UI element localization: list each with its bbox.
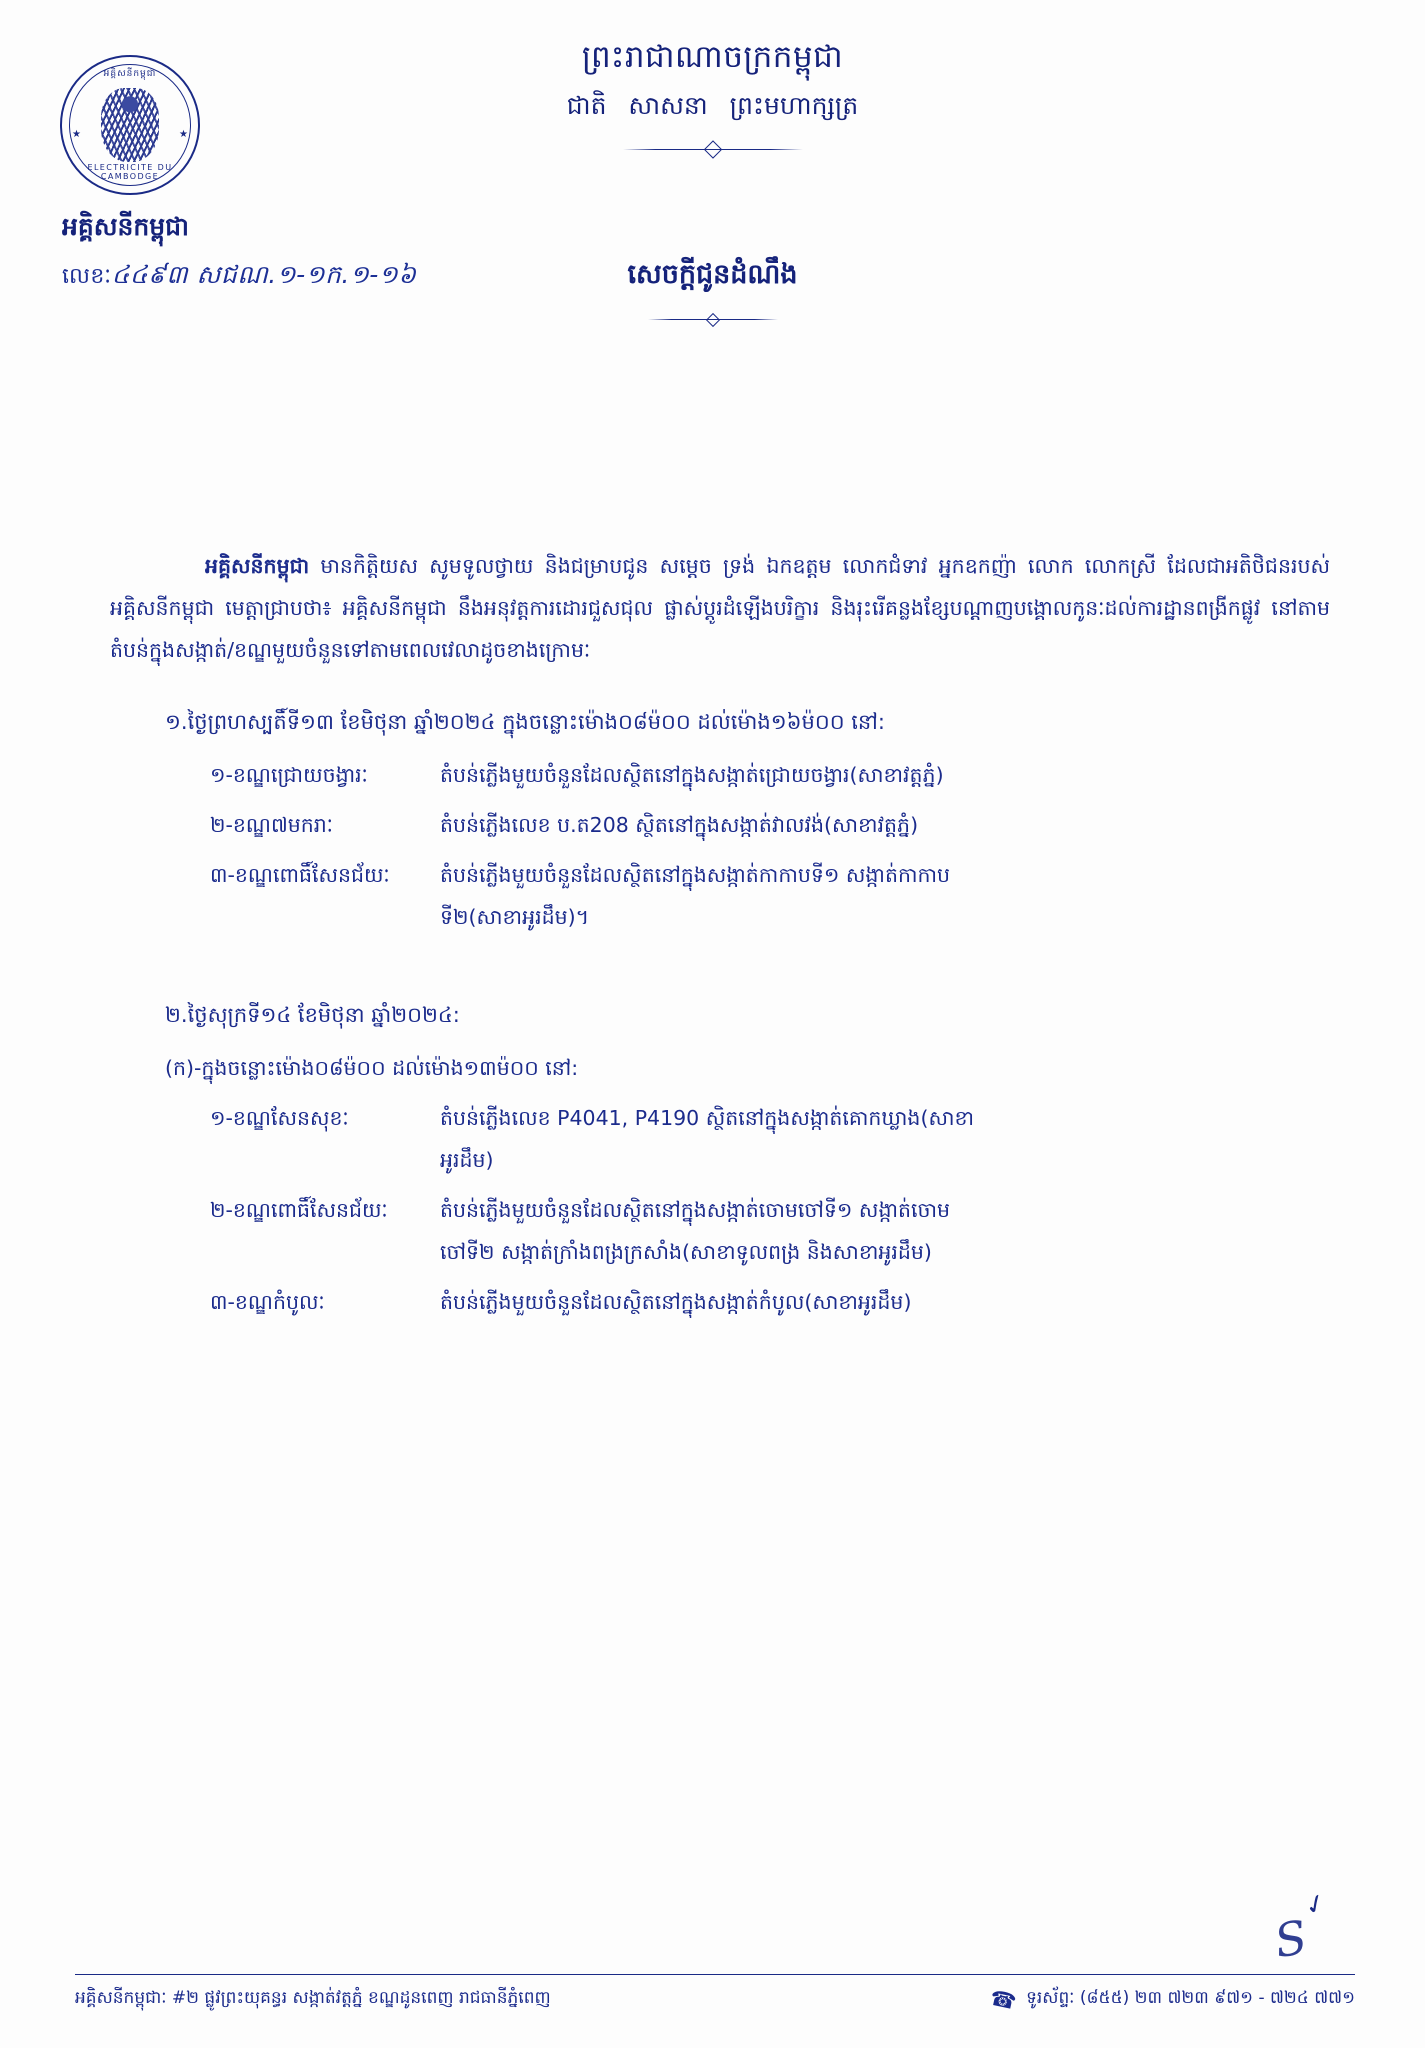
page-title [0, 258, 1425, 327]
district-detail-text: តំបន់ភ្លើងលេខ ប.ត208 ស្ថិតនៅក្នុងសង្កាត់វាលវង់(សាខាវត្តភ្នំ) [440, 813, 919, 838]
district-detail [440, 754, 1330, 796]
district-detail-text: តំបន់ភ្លើងមួយចំនួនដែលស្ថិតនៅក្នុងសង្កាត់កាកាបទី១ សង្កាត់កាកាប [440, 863, 951, 888]
list-item [110, 804, 1330, 846]
section-2-rows [110, 1097, 1330, 1323]
footer-phone-text: ទូរស័ព្ទៈ (៨៥៥) ២៣ ៧២៣ ៩៧១ - ៧២៤ ៧៧១ [1026, 1988, 1355, 2008]
organization-name: អគ្គិសនីកម្ពុជា [62, 212, 189, 241]
district-detail-cont: ចៅទី២ សង្កាត់ក្រាំងពង្រក្រសាំង(សាខាទូលពង្រ និងសាខាអូរដឹម) [440, 1240, 932, 1265]
kingdom-title: ព្រះរាជាណាចក្រកម្ពុជា [581, 39, 844, 75]
logo-top-text: អគ្គិសនីកម្ពុជា [103, 69, 157, 79]
document-footer [0, 1974, 1425, 2012]
intro-lead: អគ្គិសនីកម្ពុជា [205, 554, 310, 578]
district-detail-cont: ទី២(សាខាអូរដឹម)។ [440, 905, 590, 930]
logo-star-right-icon: ★ [179, 129, 188, 140]
list-item [110, 754, 1330, 796]
section-2-subline: (ក)-ក្នុងចន្លោះម៉ោង០៨ម៉០០ ដល់ម៉ោង១៣ម៉០០ នៅ: [165, 1056, 579, 1081]
reference-label: លេខៈ [62, 264, 112, 289]
page-title-text: សេចក្តីជូនដំណឹង [627, 259, 798, 290]
section-1-title: ១.ថ្ងៃព្រហស្បតិ៍ទី១៣ ខែមិថុនា ឆ្នាំ២០២៤ ក្នុងចន្លោះម៉ោង០៨ម៉០០ ដល់ម៉ោង១៦ម៉០០ នៅ: [165, 710, 885, 735]
document-body [0, 545, 1425, 1331]
document-header [0, 0, 1425, 330]
flourish-divider-title [648, 311, 778, 327]
district-label: ១-ខណ្ឌសែនសុខៈ [210, 1106, 349, 1131]
section-1-rows [110, 754, 1330, 938]
section-spacer [110, 946, 1330, 964]
section-1 [110, 701, 1330, 938]
list-item [110, 1097, 1330, 1181]
flourish-divider-top [623, 141, 803, 157]
district-label: ៣-ខណ្ឌកំបូលៈ [210, 1290, 325, 1315]
signature: S [1271, 1909, 1312, 1969]
district-detail [440, 1189, 1330, 1273]
district-label: ២-ខណ្ឌពោធិ៍សែនជ័យៈ [210, 1198, 388, 1223]
district-detail-text: តំបន់ភ្លើងមួយចំនួនដែលស្ថិតនៅក្នុងសង្កាត់ចោមចៅទី១ សង្កាត់ចោម [440, 1198, 951, 1223]
list-item [110, 1189, 1330, 1273]
section-2-title: ២.ថ្ងៃសុក្រទី១៤ ខែមិថុនា ឆ្នាំ២០២៤: [165, 1003, 460, 1028]
list-item [110, 1281, 1330, 1323]
intro-body: មានកិត្តិយស សូមទូលថ្វាយ និងជម្រាបជូន សម្តេច ទ្រង់ ឯកឧត្តម លោកជំទាវ អ្នកឧកញ៉ា លោក លោកស្រី ដែលជាអតិថិជនរបស់អគ្គិសនីកម្ពុជា មេត្តាជ្រាបថា៖ អគ្គិសនីកម្ពុជា នឹងអនុវត្តការដោរជួសជុល ផ្លាស់ប្ដូរដំឡើងបរិក្ខារ និងរុះរើគន្លងខ្សែបណ្ដាញបង្គោលកូនៈដល់ការដ្ឋានពង្រីកផ្លូវ នៅតាមតំបន់ក្នុងសង្កាត់/ខណ្ឌមួយចំនួនទៅតាមពេលវេលាដូចខាងក្រោមៈ [110, 554, 1330, 663]
footer-phone [987, 1985, 1355, 2014]
intro-paragraph [110, 545, 1330, 671]
district-label: ៣-ខណ្ឌពោធិ៍សែនជ័យៈ [210, 863, 390, 888]
list-item [110, 854, 1330, 938]
district-detail-text: តំបន់ភ្លើងមួយចំនួនដែលស្ថិតនៅក្នុងសង្កាត់កំបូល(សាខាអូរដឹម) [440, 1290, 912, 1315]
district-label: ១-ខណ្ឌជ្រោយចង្វារៈ [210, 763, 368, 788]
district-detail-cont: អូរដឹម) [440, 1148, 494, 1173]
phone-icon: ☎ [987, 1985, 1019, 2014]
signature-mark: ✓ [1299, 1886, 1333, 1924]
footer-divider [75, 1974, 1355, 1975]
kingdom-motto: ជាតិ សាសនា ព្រះមហាក្សត្រ [566, 91, 859, 120]
district-detail [440, 804, 1330, 846]
section-2 [110, 994, 1330, 1323]
district-detail [440, 1281, 1330, 1323]
kingdom-heading [0, 38, 1425, 157]
district-detail [440, 1097, 1330, 1181]
district-label: ២-ខណ្ឌ៧មករាៈ [210, 813, 334, 838]
footer-address: អគ្គិសនីកម្ពុជាៈ #២ ផ្លូវព្រះយុគន្ធរ សង្កាត់វត្តភ្នំ ខណ្ឌដូនពេញ រាជធានីភ្នំពេញ [75, 1988, 551, 2008]
logo-star-left-icon: ★ [72, 129, 81, 140]
reference-value: ៤៤៩៣ សជណ.១-១ក.១-១៦ [111, 260, 417, 289]
district-detail [440, 854, 1330, 938]
logo-bottom-text: ELECTRICITE DU CAMBODGE [87, 163, 173, 181]
district-detail-text: តំបន់ភ្លើងមួយចំនួនដែលស្ថិតនៅក្នុងសង្កាត់ជ្រោយចង្វារ(សាខាវត្តភ្នំ) [440, 763, 944, 788]
district-detail-text: តំបន់ភ្លើងលេខ P4041, P4190 ស្ថិតនៅក្នុងសង្កាត់គោកឃ្លាង(សាខា [440, 1106, 974, 1131]
footer-content [75, 1987, 1355, 2012]
